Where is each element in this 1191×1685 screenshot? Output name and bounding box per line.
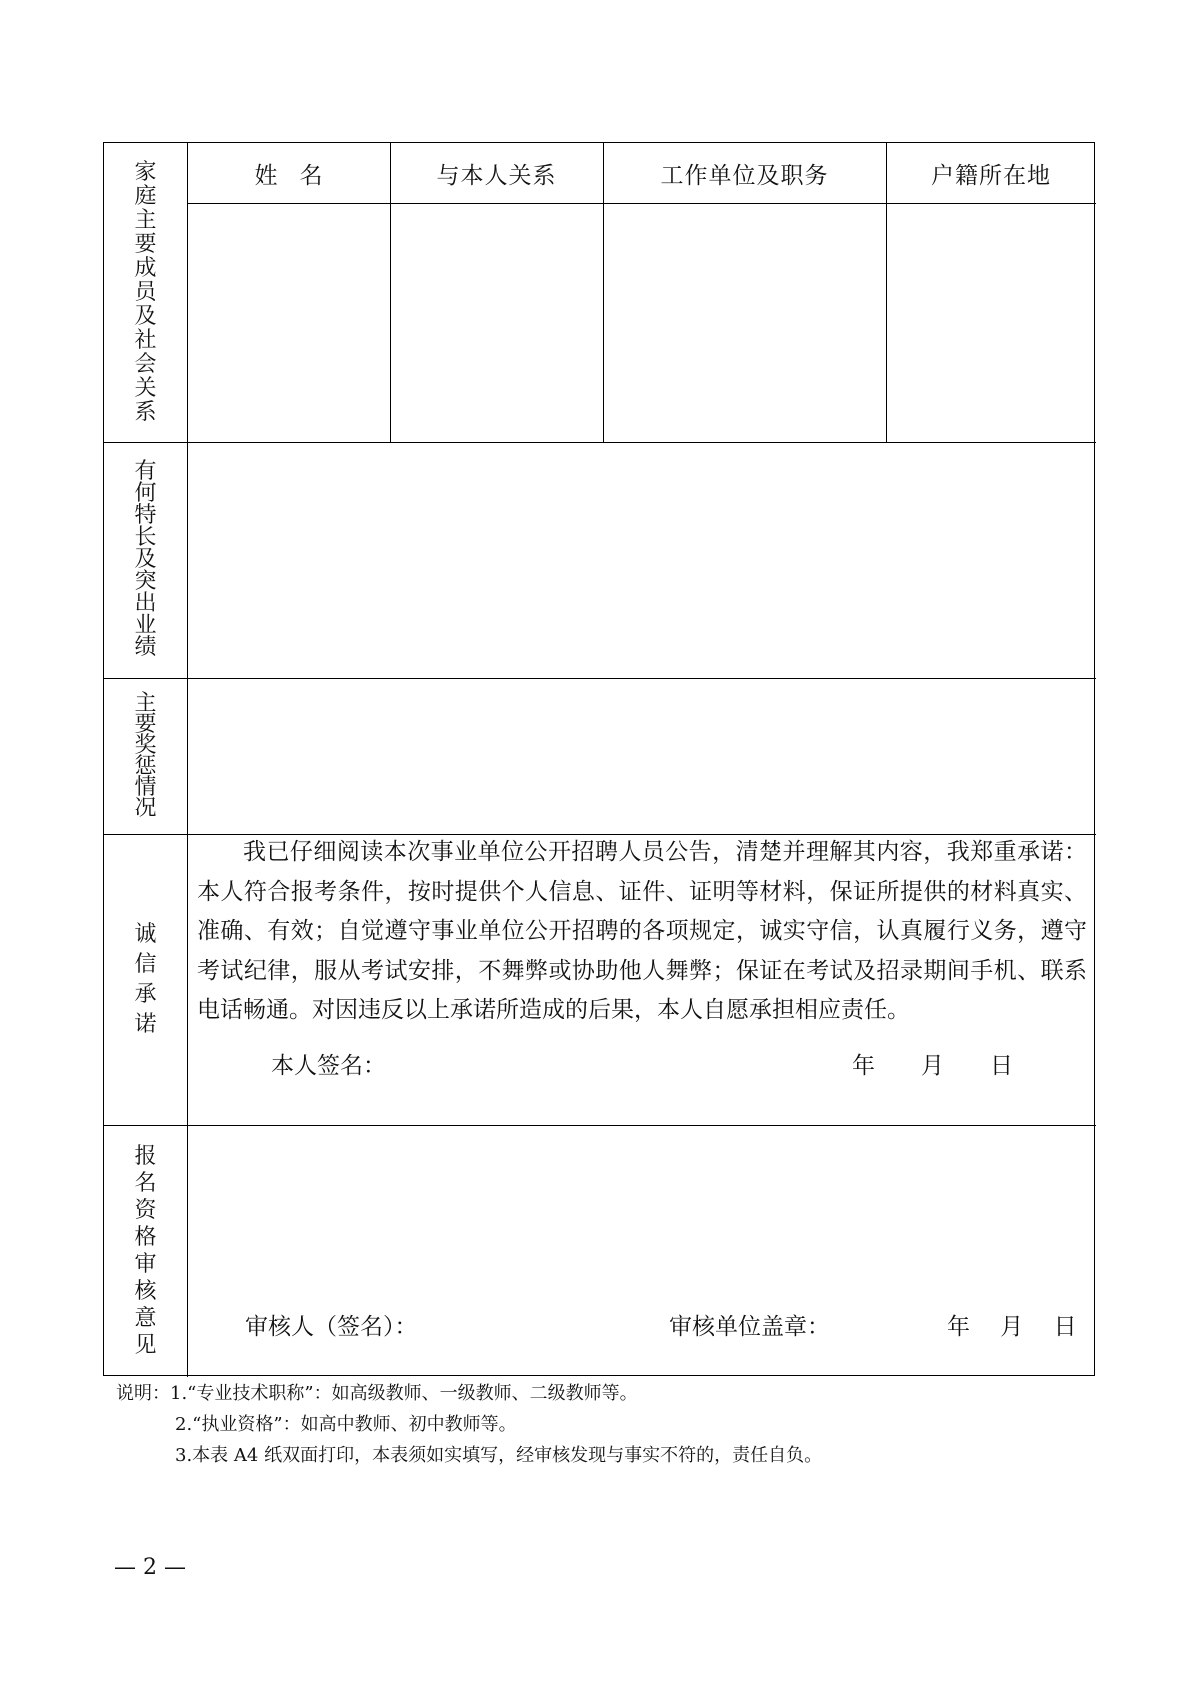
label-char: 主 [134,207,157,233]
note-3: 3.本表 A4 纸双面打印，本表须如实填写，经审核发现与事实不符的，责任自负。 [175,1445,823,1466]
pledge-text [197,833,1087,1031]
label-char: 主 [134,691,157,716]
label-char: 情 [134,775,157,800]
label-char: 何 [134,481,157,506]
label-char: 家 [134,159,157,185]
label-char: 出 [134,591,157,616]
label-char: 审 [134,1252,157,1277]
label-char: 惩 [134,754,157,779]
label-char: 关 [134,375,157,401]
family-employer-cell[interactable] [604,204,886,442]
pledge-section-label [104,834,187,1125]
label-char: 意 [134,1306,157,1331]
label-char: 及 [134,303,157,329]
awards-section-label [104,678,187,834]
pledge-date: 年 月 日 [852,1053,1013,1079]
header-employer-position: 工作单位及职务 [660,162,829,189]
header-relationship: 与本人关系 [436,162,557,189]
note-1: 说明：1.“专业技术职称”：如高级教师、一级教师、二级教师等。 [116,1383,638,1404]
review-content-cell[interactable] [188,1126,1096,1296]
review-date: 年 月 日 [947,1314,1077,1340]
label-char: 成 [134,255,157,281]
header-household-registration: 户籍所在地 [931,162,1051,189]
label-char: 承 [134,981,157,1007]
family-name-cell[interactable] [188,204,390,442]
signature-field[interactable] [384,1043,824,1077]
label-char: 业 [134,613,157,638]
label-char: 特 [134,503,157,528]
label-char: 要 [134,231,157,257]
label-char: 要 [134,712,157,737]
specialties-section-label [104,442,187,678]
label-char: 况 [134,796,157,821]
reviewer-signature-label: 审核人（签名）： [245,1314,418,1340]
label-char: 信 [134,951,157,977]
notes [116,1378,822,1471]
label-char: 庭 [134,183,157,209]
awards-content-cell[interactable] [188,679,1096,834]
label-char: 会 [134,351,157,377]
label-char: 核 [134,1279,157,1304]
label-char: 格 [134,1225,157,1250]
label-char: 诺 [134,1011,157,1037]
label-char: 有 [134,459,157,484]
registration-form-table [103,142,1095,1376]
label-char: 系 [134,399,157,425]
unit-seal-label: 审核单位盖章： [669,1314,830,1340]
label-char: 奖 [134,733,157,758]
label-char: 绩 [134,635,157,660]
label-char: 资 [134,1198,157,1223]
header-name: 姓名 [254,162,345,189]
page-number: — 2 — [114,1555,186,1580]
label-char: 及 [134,547,157,572]
pledge-paragraph: 我已仔细阅读本次事业单位公开招聘人员公告，清楚并理解其内容，我郑重承诺：本人符合报考条件，按时提供个人信息、证件、证明等材料，保证所提供的材料真实、准确、有效；自觉遵守事业单位公开招聘的各项规定，诚实守信，认真履行义务，遵守考试纪律，服从考试安排，不舞弊或协助他人舞弊；保证在考试及招录期间手机、联系电话畅通。对因违反以上承诺所造成的后果，本人自愿承担相应责任。 [197,839,1087,1023]
specialties-content-cell[interactable] [188,443,1096,678]
label-char: 见 [134,1333,157,1358]
review-section-label [104,1125,187,1377]
label-char: 员 [134,279,157,305]
family-relationship-cell[interactable] [391,204,603,442]
note-2: 2.“执业资格”：如高中教师、初中教师等。 [175,1414,517,1435]
family-section-label [104,143,187,442]
label-char: 社 [134,327,157,353]
label-char: 长 [134,525,157,550]
label-char: 突 [134,569,157,594]
label-char: 报 [134,1144,157,1169]
signature-label: 本人签名： [271,1053,386,1079]
label-char: 名 [134,1171,157,1196]
label-char: 诚 [134,921,157,947]
family-registration-cell[interactable] [887,204,1096,442]
